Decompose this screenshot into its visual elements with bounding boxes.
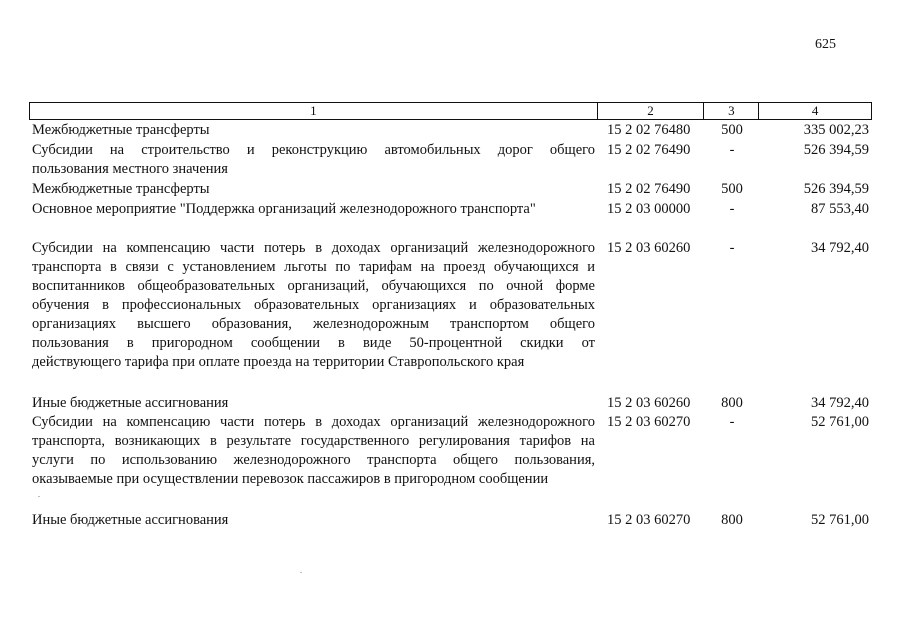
row-description-line: Иные бюджетные ассигнования xyxy=(32,512,229,528)
row-type: 500 xyxy=(721,181,743,197)
row-amount: 526 394,59 xyxy=(803,142,869,158)
row-description-line: организациях высшего образования, железнодорожным транспортом общего xyxy=(32,316,595,332)
header-col-4: 4 xyxy=(811,103,819,118)
row-type: - xyxy=(729,240,735,256)
row-code: 15 2 03 60260 xyxy=(607,395,691,411)
row-description-line: оказываемые при осуществлении перевозок пассажиров в пригородном сообщении xyxy=(32,471,549,487)
row-type: 500 xyxy=(721,122,743,138)
row-description xyxy=(32,141,595,179)
row-description-line: транспорта в связи с установлением льготы по тарифам на проезд обучающихся и xyxy=(32,259,595,275)
row-amount: 335 002,23 xyxy=(803,122,869,138)
row-code: 15 2 02 76490 xyxy=(607,181,691,197)
row-code: 15 2 02 76480 xyxy=(607,122,691,138)
row-code: 15 2 03 60270 xyxy=(607,512,691,528)
row-description xyxy=(32,121,595,140)
row-amount: 87 553,40 xyxy=(811,201,869,217)
row-type: 800 xyxy=(721,512,743,528)
row-description-line: воспитанников общеобразовательных организаций, обучающихся по очной форме xyxy=(32,278,595,294)
row-amount: 52 761,00 xyxy=(811,414,869,430)
row-type: - xyxy=(729,142,735,158)
row-description-line: Субсидии на строительство и реконструкцию автомобильных дорог общего xyxy=(32,142,595,158)
row-description-line: пользования местного значения xyxy=(32,161,228,177)
row-description xyxy=(32,394,595,413)
row-amount: 52 761,00 xyxy=(811,512,869,528)
row-amount: 34 792,40 xyxy=(811,395,869,411)
row-description-line: услуги по использованию железнодорожного транспорта общего пользования, xyxy=(32,452,595,468)
row-code: 15 2 03 60270 xyxy=(607,414,691,430)
row-code: 15 2 03 60260 xyxy=(607,240,691,256)
row-description-line: обучения в профессиональных образовательных организациях и образовательных xyxy=(32,297,595,313)
row-type: - xyxy=(729,201,735,217)
scan-speck xyxy=(300,572,302,573)
row-amount: 34 792,40 xyxy=(811,240,869,256)
header-col-3: 3 xyxy=(704,103,759,119)
header-col-2: 2 xyxy=(598,103,705,119)
row-description-line: действующего тарифа при оплате проезда на территории Ставропольского края xyxy=(32,354,525,370)
row-description-line: транспорта, возникающих в результате государственного регулирования тарифов на xyxy=(32,433,595,449)
row-amount: 526 394,59 xyxy=(803,181,869,197)
row-description xyxy=(32,413,595,489)
row-description-line: Субсидии на компенсацию части потерь в доходах организаций железнодорожного xyxy=(32,414,595,430)
table-header xyxy=(29,102,872,120)
row-description-line: пользования в пригородном сообщении в виде 50-процентной скидки от xyxy=(32,335,595,351)
header-col-1: 1 xyxy=(30,103,598,119)
row-description-line: Субсидии на компенсацию части потерь в доходах организаций железнодорожного xyxy=(32,240,595,256)
row-description xyxy=(32,511,595,530)
row-description-line: Межбюджетные трансферты xyxy=(32,122,210,138)
page-number: 625 xyxy=(815,37,836,52)
scan-speck xyxy=(38,496,40,497)
row-description-line: Иные бюджетные ассигнования xyxy=(32,395,229,411)
row-description xyxy=(32,239,595,372)
row-description xyxy=(32,200,595,219)
row-type: - xyxy=(729,414,735,430)
row-type: 800 xyxy=(721,395,743,411)
row-code: 15 2 02 76490 xyxy=(607,142,691,158)
row-description-line: Основное мероприятие "Поддержка организаций железнодорожного транспорта" xyxy=(32,201,536,217)
row-code: 15 2 03 00000 xyxy=(607,201,691,217)
row-description-line: Межбюджетные трансферты xyxy=(32,181,210,197)
row-description xyxy=(32,180,595,199)
